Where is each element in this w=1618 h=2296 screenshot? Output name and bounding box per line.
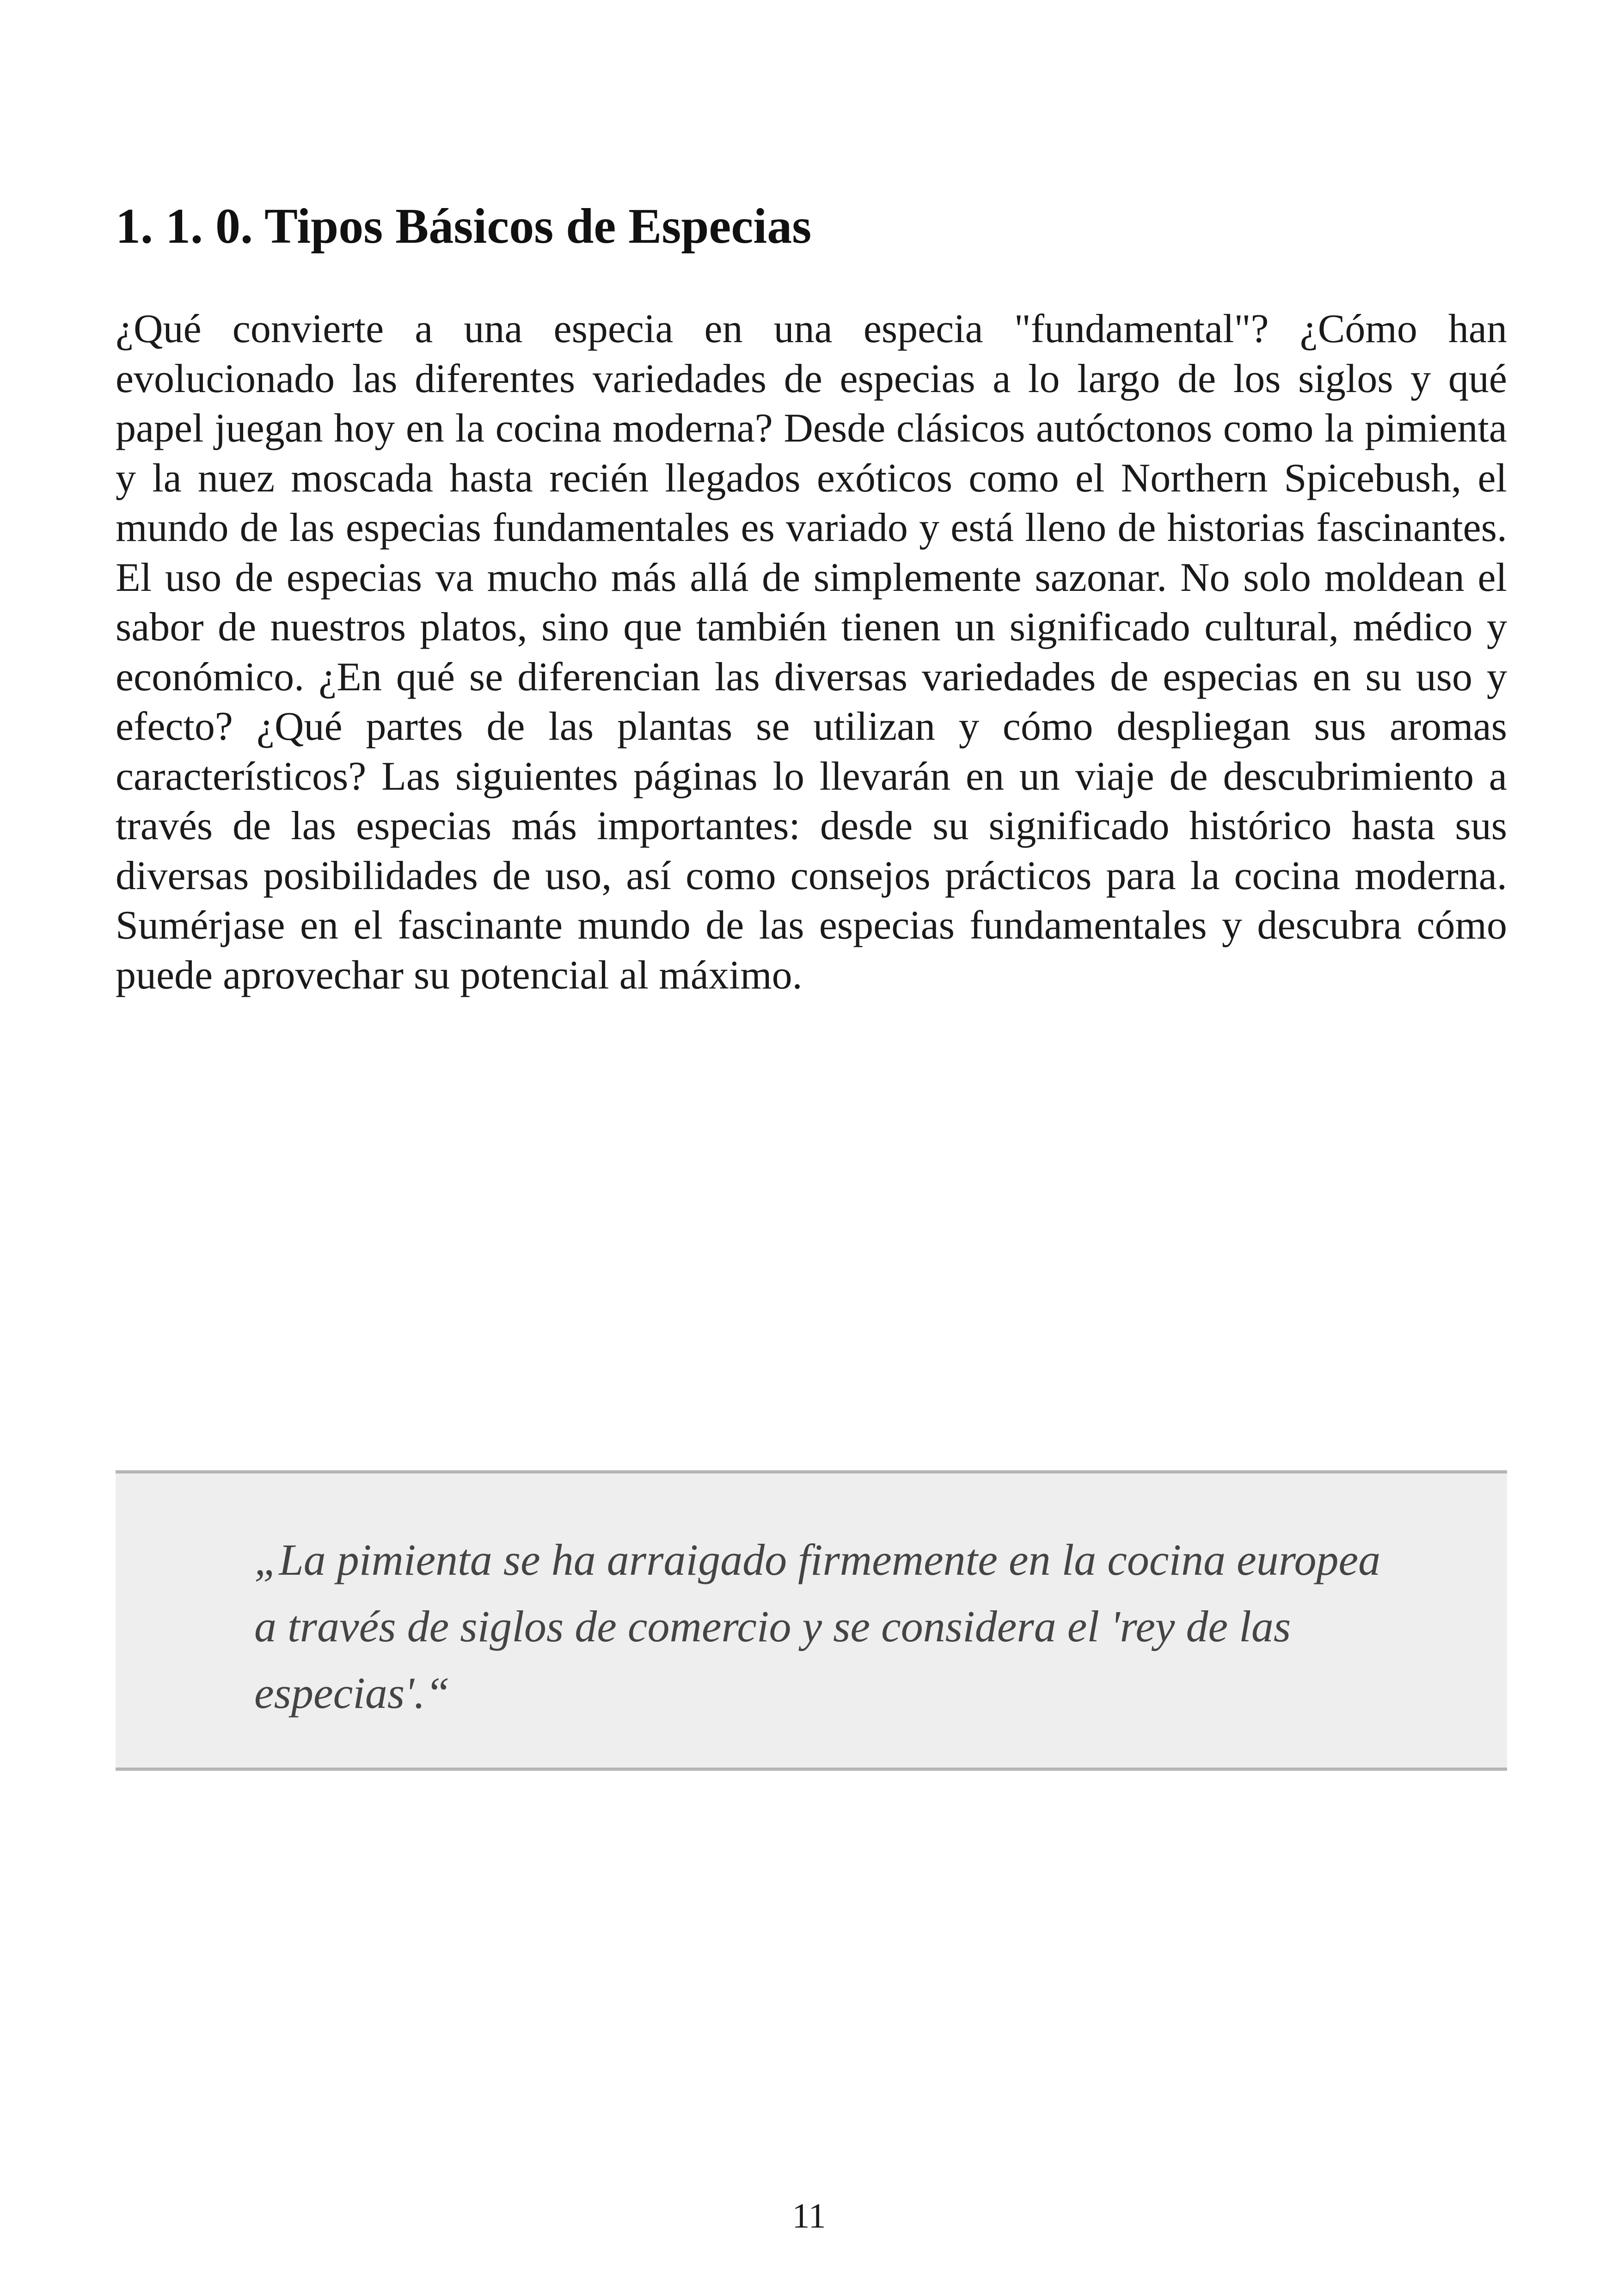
- body-paragraph: ¿Qué convierte a una especia en una especia "fundamental"? ¿Cómo han evolucionado las diferentes variedades de especias a lo largo de los siglos y qué papel juegan hoy en la cocina moderna? Desde clásicos autóctonos como la pimienta y la nuez moscada hasta recién llegados exóticos como el Northern Spicebush, el mundo de las especias fundamentales es variado y está lleno de historias fascinantes. El uso de especias va mucho más allá de simplemente sazonar. No solo moldean el sabor de nuestros platos, sino que también tienen un significado cultural, médico y económico. ¿En qué se diferencian las diversas variedades de especias en su uso y efecto? ¿Qué partes de las plantas se utilizan y cómo despliegan sus aromas característicos? Las siguientes páginas lo llevarán en un viaje de descubrimiento a través de las especias más importantes: desde su significado histórico hasta sus diversas posibilidades de uso, así como consejos prácticos para la cocina moderna. Sumérjase en el fascinante mundo de las especias fundamentales y descubra cómo puede aprovechar su potencial al máximo.: [116, 307, 1507, 998]
- page-number: 11: [792, 2197, 826, 2235]
- quote-text: „La pimienta se ha arraigado firmemente en la cocina europea a través de siglos de comercio y se considera el 'rey de las especias'.“: [254, 1535, 1381, 1718]
- section-heading: 1. 1. 0. Tipos Básicos de Especias: [116, 199, 812, 254]
- quote-box: [116, 1470, 1507, 1771]
